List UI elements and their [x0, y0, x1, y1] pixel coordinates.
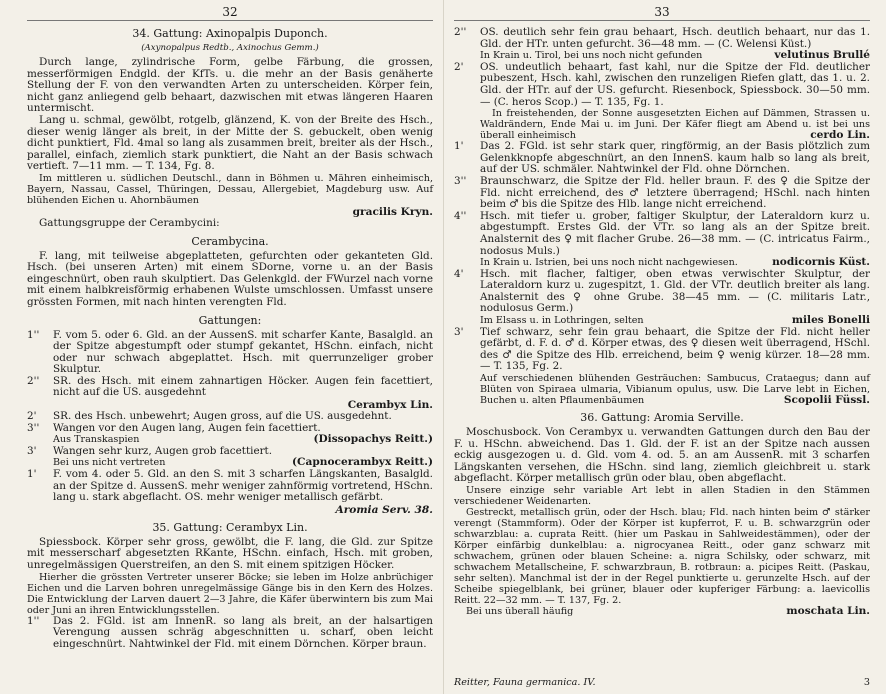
right-page — [443, 0, 886, 694]
key-entry: 1' Das 2. FGld. ist sehr stark quer, ringförmig, an der Basis plötzlich zum Gelenkknopfe abgeschnürt, an den InnenS. kaum halb so lang als breit, auf der US. schmäler. Nahtwinkel der Fld. ohne Dörnchen. — [454, 140, 870, 176]
page-number: 32 — [222, 5, 238, 19]
note-text: Unsere einzige sehr variable Art lebt in allen Stadien in den Stämmen verschiedener Weidenarten. — [454, 485, 870, 507]
species-name: gracilis Kryn. — [352, 205, 433, 218]
distribution-text: Auf verschiedenen blühenden Gesträuchen: Sambucus, Crataegus; dann auf Blüten von Spiraea ulmaria, Vibianum opulus, usw. Die Larve lebt in Eichen, Buchen u. alten Pflaumenbäumen Scopolii Füssl. — [480, 373, 870, 407]
distribution-text: In freistehenden, der Sonne ausgesetzten Eichen auf Dämmen, Strassen u. Waldrändern, Ende Mai u. im Juni. Der Käfer fliegt am Abend u. ist bei uns überall einheimisch cerdo Lin. — [480, 108, 870, 142]
locality-line: In Krain u. Istrien, bei uns noch nicht nachgewiesen. nodicornis Küst. — [480, 256, 870, 269]
key-entry: 2' SR. des Hsch. unbewehrt; Augen gross, auf die US. ausgedehnt. — [27, 410, 392, 423]
key-entry: 1'' Das 2. FGld. ist am InnenR. so lang als breit, an der halsartigen Verengung aussen schräg abgeschnitten u. scharf, oben leicht eingeschnürt. Nahtwinkel der Fld. mit einem Dörnchen. Körper braun. — [27, 614, 433, 650]
key-entry: 3'' Braunschwarz, die Spitze der Fld. heller braun. F. des ♀ die Spitze der Fld. nicht erreichend, des ♂ letztere überragend; HSchl. nach hinten beim ♂ bis die Spitze des Hlb. lange nicht erreichend. — [454, 174, 870, 211]
key-entry: 3'' Wangen vor den Augen lang, Augen fein facettiert. — [27, 421, 321, 434]
key-entry: 1'' F. vom 5. oder 6. Gld. an der AussenS. mit scharfer Kante, Basalgld. an der Spitze abgestumpft oder stumpf gekantet, HSchn. einfach, nicht oder nur schwach abgeplattet. Hsch. mit querrunzeliger grober Skulptur. — [27, 328, 433, 376]
page-number: 33 — [654, 5, 670, 19]
genus-heading: 34. Gattung: Axinopalpis Duponch. — [132, 27, 328, 40]
genus-description: Moschusbock. Von Cerambyx u. verwandten Gattungen durch den Bau der F. u. HSchn. abweichend. Das 1. Gld. der F. ist an der Spitze nach aussen eckig ausgezogen u. d. Gld. vom 4. od. 5. an am AussenR. mit 3 scharfen Längskanten versehen, die HSchn. sind lang, ziemlich gleichbreit u. stark abgeflacht. Körper metallisch grün oder blau, oben abgeflacht. — [454, 426, 870, 485]
genus-heading: 36. Gattung: Aromia Serville. — [580, 411, 744, 425]
synonym-line: (Axynopalpus Redtb., Axinochus Gemm.) — [141, 43, 319, 53]
genus-description: Durch lange, zylindrische Form, gelbe Färbung, die grossen, messerförmigen Endgld. der KfTs. u. die mehr an der Basis genäherte Stellung der F. von den verwandten Arten zu unterscheiden. Körper fein, nicht ganz anliegend gelb behaart, dazwischen mit etwas längeren Haaren untermischt. — [27, 56, 433, 115]
locality-line: In Krain u. Tirol, bei uns noch nicht gefunden velutinus Brullé — [480, 49, 870, 62]
key-entry: 4' Hsch. mit flacher, faltiger, oben etwas verwischter Skulptur, der Lateraldorn kurz u. zugespitzt, 1. Gld. der VTr. deutlich breiter als lang. Analsternit des ♀ ohne Grube. 38—45 mm. — (C. militaris Latr., nodulosus Germ.) — [454, 267, 870, 315]
header-rule — [454, 20, 870, 21]
footer-source: Reitter, Fauna germanica. IV. — [454, 677, 596, 688]
group-line: Gattungsgruppe der Cerambycini: — [39, 216, 220, 229]
locality-line: Im Elsass u. in Lothringen, selten miles Bonelli — [480, 314, 870, 327]
genus-heading: 35. Gattung: Cerambyx Lin. — [152, 520, 308, 534]
genus-reference: Cerambyx Lin. — [347, 399, 433, 412]
tribe-description: F. lang, mit teilweise abgeplatteten, gefurchten oder gekanteten Gld. Hsch. (bei unseren Arten) mit einem SDorne, vorne u. an der Basis eingeschnürt, oben rauh skulptiert. Das Gelenkgld. der FWurzel nach vorne mit einem halbkreisförmig erhabenen Wulste umschlossen. Umfasst unsere grössten Formen, mit nach hinten verengten Fld. — [27, 249, 433, 308]
key-entry: 1' F. vom 4. oder 5. Gld. an den S. mit 3 scharfen Längskanten, Basalgld. an der Spitze d. AussenS. mehr weniger zahnförmig vortretend, HSchn. lang u. stark abgeflacht. OS. mehr weniger metallisch gefärbt. — [27, 468, 433, 504]
tribe-heading: Cerambycina. — [191, 234, 269, 248]
key-entry: 2' OS. undeutlich behaart, fast kahl, nur die Spitze der Fld. deutlicher pubeszent, Hsch. kahl, zwischen den runzeligen Riefen glatt, das 1. u. 2. Gld. der HTr. auf der US. gefurcht. Riesenbock, Spiessbock. 30—50 mm. — (C. heros Scop.) — T. 135, Fg. 1. — [454, 60, 870, 108]
key-entry: 2'' OS. deutlich sehr fein grau behaart, Hsch. deutlich behaart, nur das 1. Gld. der HTr. unten gefurcht. 36—48 mm. — (C. Welensi Küst.) — [454, 26, 870, 50]
key-entry: 3' Tief schwarz, sehr fein grau behaart, die Spitze der Fld. nicht heller gefärbt, d. F. d. ♂ d. Körper etwas, des ♀ diesen weit überragend, HSchl. des ♂ die Spitze des Hlb. erreichend, beim ♀ wenig kürzer. 18—28 mm. — T. 135, Fg. 2. — [454, 325, 870, 373]
distribution-text: Im mittleren u. südlichen Deutschl., dann in Böhmen u. Mähren einheimisch, Bayern, Nassau, Cassel, Thüringen, Dessau, Allergebiet, Magdeburg usw. Auf blühenden Eichen u. Ahornbäumen — [27, 172, 433, 206]
key-entry: 3' Wangen sehr kurz, Augen grob facettiert. — [27, 444, 273, 457]
key-entry: 4'' Hsch. mit tiefer u. grober, faltiger Skulptur, der Lateraldorn kurz u. abgestumpft. Erstes Gld. der VTr. so lang als an der Spitze breit. Analsternit des ♀ mit flacher Grube. 26—38 mm. — (C. intricatus Fairm., nodosus Muls.) — [454, 209, 870, 257]
genus-description: Spiessbock. Körper sehr gross, gewölbt, die F. lang, die Gld. zur Spitze mit messerscharf abgesetzten RKante, HSchn. einfach, Hsch. mit groben, unregelmässigen Querstreifen, an den S. mit einem spitzigen Höcker. — [27, 535, 433, 571]
locality-line: Bei uns überall häufig moschata Lin. — [466, 605, 870, 617]
key-entry: 2'' SR. des Hsch. mit einem zahnartigen Höcker. Augen fein facettiert, nicht auf die US. ausgedehnt — [27, 374, 433, 399]
genus-reference: Aromia Serv. 38. — [335, 503, 433, 516]
signature-number: 3 — [863, 677, 870, 688]
header-rule — [27, 20, 433, 21]
species-description: Lang u. schmal, gewölbt, rotgelb, glänzend, K. von der Breite des Hsch., dieser wenig länger als breit, in der Mitte der S. gebuckelt, oben wenig dicht punktiert, Fld. 4mal so lang als zusammen breit, breiter als der Hsch., parallel, einfach, ziemlich stark punktiert, die Naht an der Basis schwach vertieft. 7—11 mm. — T. 134, Fg. 8. — [27, 113, 433, 173]
locality-line: Bei uns nicht vertreten (Capnocerambyx Reitt.) — [53, 456, 433, 469]
page-footer — [454, 677, 870, 688]
key-heading: Gattungen: — [198, 313, 262, 327]
biology-text: Hierher die grössten Vertreter unserer Böcke; sie leben im Holze anbrüchiger Eichen und die Larven bohren unregelmässige Gänge bis in den Kern des Holzes. Die Entwicklung der Larven dauert 2—3 Jahre, die Käfer überwintern bis zum Mai oder Juni an ihren Entwicklungsstellen. — [27, 571, 433, 616]
variety-text: Gestreckt, metallisch grün, oder der Hsch. blau; Fld. nach hinten beim ♂ stärker verengt (Stammform). Oder der Körper ist kupferrot, F. u. B. schwarzgrün oder schwarzblau: a. cuprata Reitt. (hier um Paskau in Sahlweidestämmen), oder der Körper einfärbig dunkelblau: a. nigrocyanea Reitt., oder ganz schwarz mit schwachem, grünen oder blauen Scheine: a. nigra Schilsky, oder schwarz, mit schwachem Metallscheine, F. schwarzbraun, B. rotbraun: a. picipes Reitt. (Paskau, sehr selten). Manchmal ist der in der Regel punktierte u. gerunzelte Hsch. auf der Scheibe spiegelblank, bei grüner, blauer oder kupferiger Färbung: a. laevicollis Reitt. 22—32 mm. — T. 137, Fg. 2. — [454, 507, 870, 606]
locality-line: Aus Transkaspien (Dissopachys Reitt.) — [53, 433, 433, 446]
